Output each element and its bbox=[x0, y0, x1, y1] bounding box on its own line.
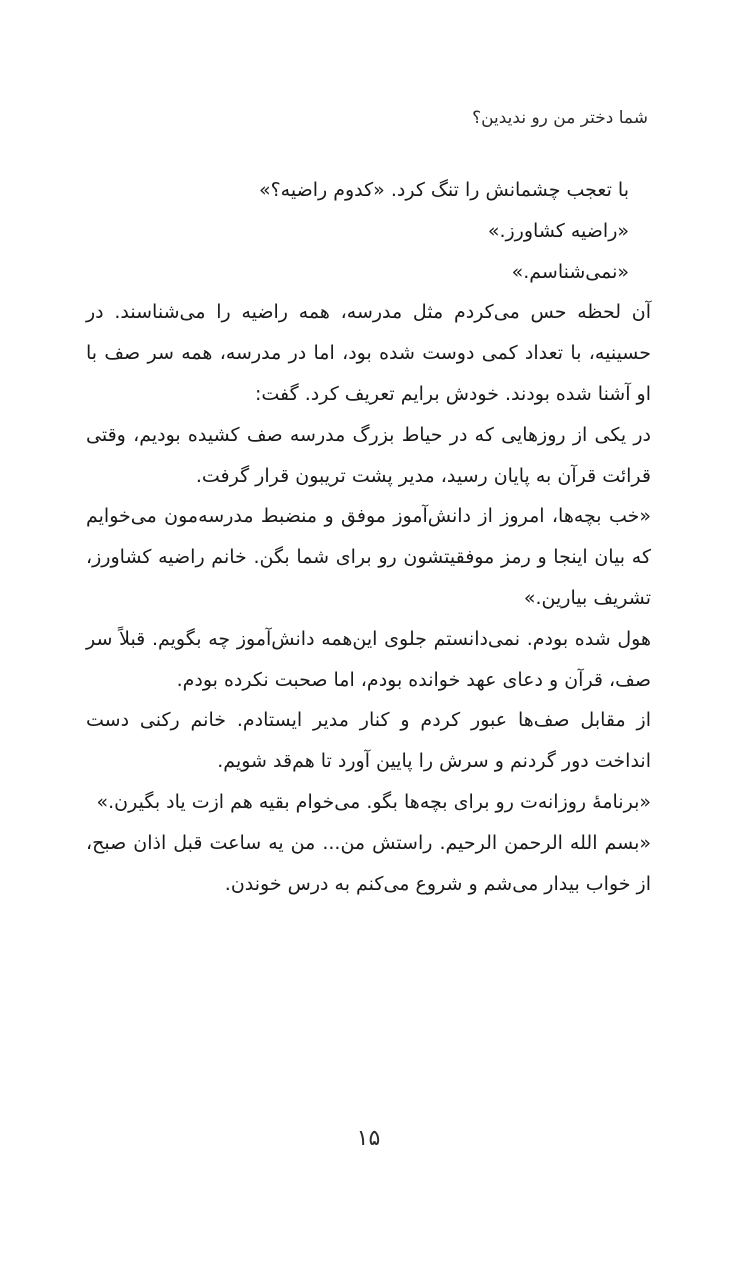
page-number: ۱۵ bbox=[356, 1126, 381, 1151]
paragraph: هول شده بودم. نمی‌دانستم جلوی این‌همه دانش‌آموز چه بگویم. قبلاً سر صف، قرآن و دعای عهد خوانده بودم، اما صحبت نکرده بودم. bbox=[86, 627, 651, 691]
paragraph: در یکی از روزهایی که در حیاط بزرگ مدرسه صف کشیده بودیم، وقتی قرائت قرآن به پایان رسید، مدیر پشت تریبون قرار گرفت. bbox=[86, 423, 651, 487]
running-header: شما دختر من رو ندیدین؟ bbox=[472, 108, 648, 128]
paragraph: «راضیه کشاورز.» bbox=[487, 219, 629, 242]
paragraph: «نمی‌شناسم.» bbox=[511, 260, 629, 283]
paragraph: «خب بچه‌ها، امروز از دانش‌آموز موفق و منضبط مدرسه‌مون می‌خوایم که بیان اینجا و رمز موفقیتشون رو برای شما بگن. خانم راضیه کشاورز، تشریف بیارین.» bbox=[86, 505, 651, 609]
paragraph: از مقابل صف‌ها عبور کردم و کنار مدیر ایستادم. خانم رکنی دست انداخت دور گردنم و سرش را پایین آورد تا هم‌قد شویم. bbox=[86, 709, 651, 773]
body-text bbox=[86, 170, 651, 904]
paragraph: با تعجب چشمانش را تنگ کرد. «کدوم راضیه؟» bbox=[258, 179, 629, 201]
paragraph: «برنامهٔ روزانه‌ت رو برای بچه‌ها بگو. می‌خوام بقیه هم ازت یاد بگیرن.» bbox=[96, 790, 651, 813]
paragraph: آن لحظه حس می‌کردم مثل مدرسه، همه راضیه را می‌شناسند. در حسینیه، با تعداد کمی دوست شده بود، اما در مدرسه، همه سر صف با او آشنا شده بودند. خودش برایم تعریف کرد. گفت: bbox=[86, 301, 651, 405]
paragraph: «بسم الله الرحمن الرحیم. راستش من... من یه ساعت قبل اذان صبح، از خواب بیدار می‌شم و شروع می‌کنم به درس خوندن. bbox=[86, 831, 651, 895]
